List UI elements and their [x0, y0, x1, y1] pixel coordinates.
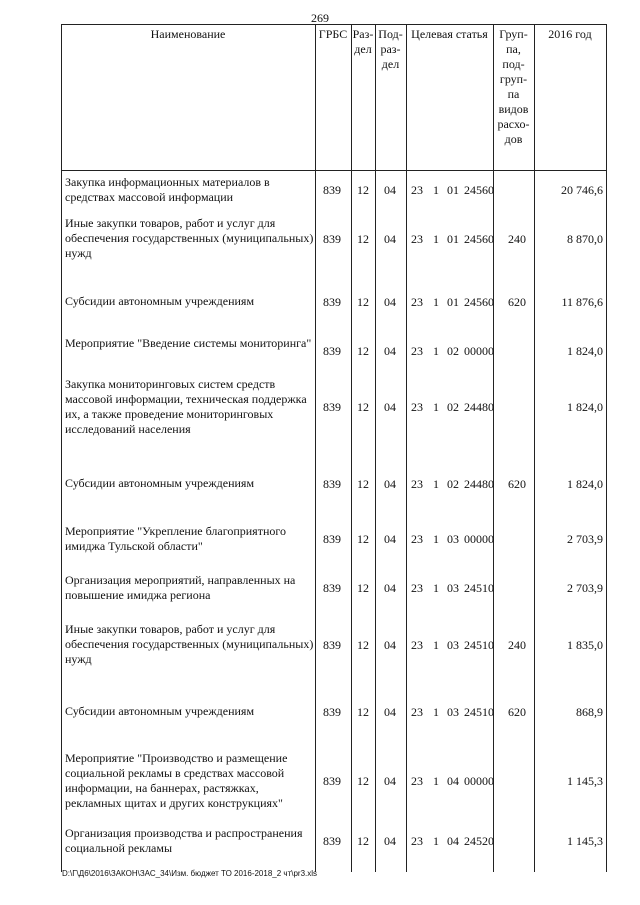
row-cs4: 24510 [464, 581, 494, 595]
row-cs2: 1 [433, 532, 439, 546]
row-cs1: 23 [411, 638, 423, 652]
row-cs1: 23 [411, 400, 423, 414]
row-sum: 1 824,0 [567, 477, 603, 491]
row-rz: 12 [357, 477, 369, 491]
row-name: Организация производства и распространения социальной рекламы [65, 826, 303, 855]
row-grbs: 839 [323, 705, 341, 719]
row-rz: 12 [357, 581, 369, 595]
row-pr: 04 [384, 581, 396, 595]
row-grbs: 839 [323, 344, 341, 358]
table-right-border [606, 24, 607, 872]
row-name: Субсидии автономным учреждениям [65, 294, 255, 308]
header-target: Целевая статья [411, 27, 488, 41]
row-sum: 11 876,6 [561, 295, 603, 309]
table-row [61, 524, 606, 554]
table-row [61, 476, 606, 491]
row-cs2: 1 [433, 638, 439, 652]
row-pr: 04 [384, 477, 396, 491]
row-sum: 20 746,6 [561, 183, 603, 197]
row-name: Мероприятие "Производство и размещение социальной рекламы в средствах массовой информации, на баннерах, растяжках, рекламных щитах и других конструкциях" [65, 751, 288, 810]
header-year: 2016 год [548, 27, 592, 41]
col-group-divider [493, 24, 494, 872]
row-grbs: 839 [323, 232, 341, 246]
col-grbs-divider [315, 24, 316, 872]
row-sum: 1 824,0 [567, 400, 603, 414]
row-grbs: 839 [323, 638, 341, 652]
row-cs2: 1 [433, 581, 439, 595]
row-cs3: 03 [447, 705, 459, 719]
table-row [61, 622, 606, 667]
header-name: Наименование [150, 27, 226, 41]
row-name: Закупка мониторинговых систем средств массовой информации, техническая поддержка их, а также проведение мониторинговых исследований населения [65, 377, 307, 436]
row-cs1: 23 [411, 705, 423, 719]
row-cs1: 23 [411, 344, 423, 358]
table-left-border [61, 24, 62, 872]
table-row [61, 377, 606, 437]
table-row [61, 336, 606, 366]
row-rz: 12 [357, 705, 369, 719]
row-cs3: 04 [447, 834, 459, 848]
row-name: Субсидии автономным учреждениям [65, 476, 255, 490]
row-grbs: 839 [323, 400, 341, 414]
row-pr: 04 [384, 344, 396, 358]
table-top-border [61, 24, 606, 25]
row-cs3: 02 [447, 344, 459, 358]
row-pr: 04 [384, 183, 396, 197]
row-pr: 04 [384, 232, 396, 246]
row-grbs: 839 [323, 183, 341, 197]
row-pr: 04 [384, 834, 396, 848]
row-cs4: 24560 [464, 183, 494, 197]
row-cs2: 1 [433, 232, 439, 246]
row-sum: 2 703,9 [567, 532, 603, 546]
table-row [61, 216, 606, 261]
row-cs3: 03 [447, 532, 459, 546]
row-sum: 1 145,3 [567, 834, 603, 848]
row-cs2: 1 [433, 705, 439, 719]
row-name: Мероприятие "Введение системы мониторинга" [65, 336, 312, 350]
row-cs3: 01 [447, 295, 459, 309]
row-cs3: 02 [447, 400, 459, 414]
table-row [61, 751, 606, 811]
row-rz: 12 [357, 774, 369, 788]
row-grbs: 839 [323, 532, 341, 546]
row-cs4: 24480 [464, 400, 494, 414]
row-rz: 12 [357, 183, 369, 197]
row-cs4: 00000 [464, 774, 494, 788]
row-pr: 04 [384, 638, 396, 652]
row-name: Иные закупки товаров, работ и услуг для обеспечения государственных (муниципальных) нужд [65, 216, 314, 260]
row-rz: 12 [357, 232, 369, 246]
row-rz: 12 [357, 834, 369, 848]
row-pr: 04 [384, 532, 396, 546]
row-pr: 04 [384, 774, 396, 788]
row-rz: 12 [357, 532, 369, 546]
row-pr: 04 [384, 705, 396, 719]
col-podrazdel-divider [375, 24, 376, 872]
row-cs4: 24480 [464, 477, 494, 491]
row-grbs: 839 [323, 477, 341, 491]
row-pr: 04 [384, 295, 396, 309]
row-cs1: 23 [411, 834, 423, 848]
header-bottom-border [61, 170, 606, 171]
row-cs1: 23 [411, 295, 423, 309]
row-cs1: 23 [411, 232, 423, 246]
budget-table-grid [61, 24, 606, 872]
table-row [61, 175, 606, 205]
row-cs3: 04 [447, 774, 459, 788]
row-name: Мероприятие "Укрепление благоприятного имиджа Тульской области" [65, 524, 286, 553]
row-cs2: 1 [433, 295, 439, 309]
col-target-divider [406, 24, 407, 872]
table-row [61, 826, 606, 856]
row-name: Иные закупки товаров, работ и услуг для обеспечения государственных (муниципальных) нужд [65, 622, 314, 666]
table-row [61, 573, 606, 603]
row-cs4: 24510 [464, 705, 494, 719]
row-grbs: 839 [323, 774, 341, 788]
col-year-divider [534, 24, 535, 872]
row-cs4: 24510 [464, 638, 494, 652]
row-cs1: 23 [411, 581, 423, 595]
row-vr: 620 [508, 295, 526, 309]
row-grbs: 839 [323, 581, 341, 595]
header-podrazdel: Под- раз- дел [378, 27, 403, 71]
header-razdel: Раз- дел [352, 27, 374, 56]
header-group: Груп- па, под- груп- па видов расхо- дов [497, 27, 530, 146]
row-sum: 8 870,0 [567, 232, 603, 246]
table-row [61, 704, 606, 719]
row-name: Организация мероприятий, направленных на повышение имиджа региона [65, 573, 296, 602]
row-cs3: 03 [447, 638, 459, 652]
row-vr: 240 [508, 638, 526, 652]
row-rz: 12 [357, 344, 369, 358]
row-cs4: 00000 [464, 344, 494, 358]
row-name: Субсидии автономным учреждениям [65, 704, 255, 718]
row-cs2: 1 [433, 834, 439, 848]
row-cs3: 01 [447, 183, 459, 197]
row-cs4: 24560 [464, 232, 494, 246]
footer-file-path: D:\Г\Д6\2016\ЗАКОН\ЗАС_34\Изм. бюджет ТО 2016-2018_2 чт\pr3.xls [62, 869, 318, 878]
row-cs3: 03 [447, 581, 459, 595]
header-grbs: ГРБС [318, 27, 348, 41]
row-cs4: 24520 [464, 834, 494, 848]
row-cs4: 24560 [464, 295, 494, 309]
row-name: Закупка информационных материалов в средствах массовой информации [65, 175, 270, 204]
row-pr: 04 [384, 400, 396, 414]
row-grbs: 839 [323, 834, 341, 848]
row-rz: 12 [357, 638, 369, 652]
row-cs1: 23 [411, 532, 423, 546]
row-grbs: 839 [323, 295, 341, 309]
row-cs2: 1 [433, 774, 439, 788]
table-row [61, 294, 606, 309]
row-cs1: 23 [411, 183, 423, 197]
row-sum: 868,9 [576, 705, 603, 719]
row-vr: 620 [508, 705, 526, 719]
row-cs2: 1 [433, 183, 439, 197]
row-cs3: 02 [447, 477, 459, 491]
row-sum: 1 824,0 [567, 344, 603, 358]
row-sum: 1 145,3 [567, 774, 603, 788]
row-sum: 1 835,0 [567, 638, 603, 652]
row-cs2: 1 [433, 344, 439, 358]
row-cs4: 00000 [464, 532, 494, 546]
row-rz: 12 [357, 400, 369, 414]
row-cs3: 01 [447, 232, 459, 246]
row-cs1: 23 [411, 477, 423, 491]
page-number: 269 [311, 11, 329, 25]
row-cs1: 23 [411, 774, 423, 788]
row-cs2: 1 [433, 477, 439, 491]
row-cs2: 1 [433, 400, 439, 414]
col-razdel-divider [351, 24, 352, 872]
row-vr: 240 [508, 232, 526, 246]
row-sum: 2 703,9 [567, 581, 603, 595]
row-vr: 620 [508, 477, 526, 491]
row-rz: 12 [357, 295, 369, 309]
